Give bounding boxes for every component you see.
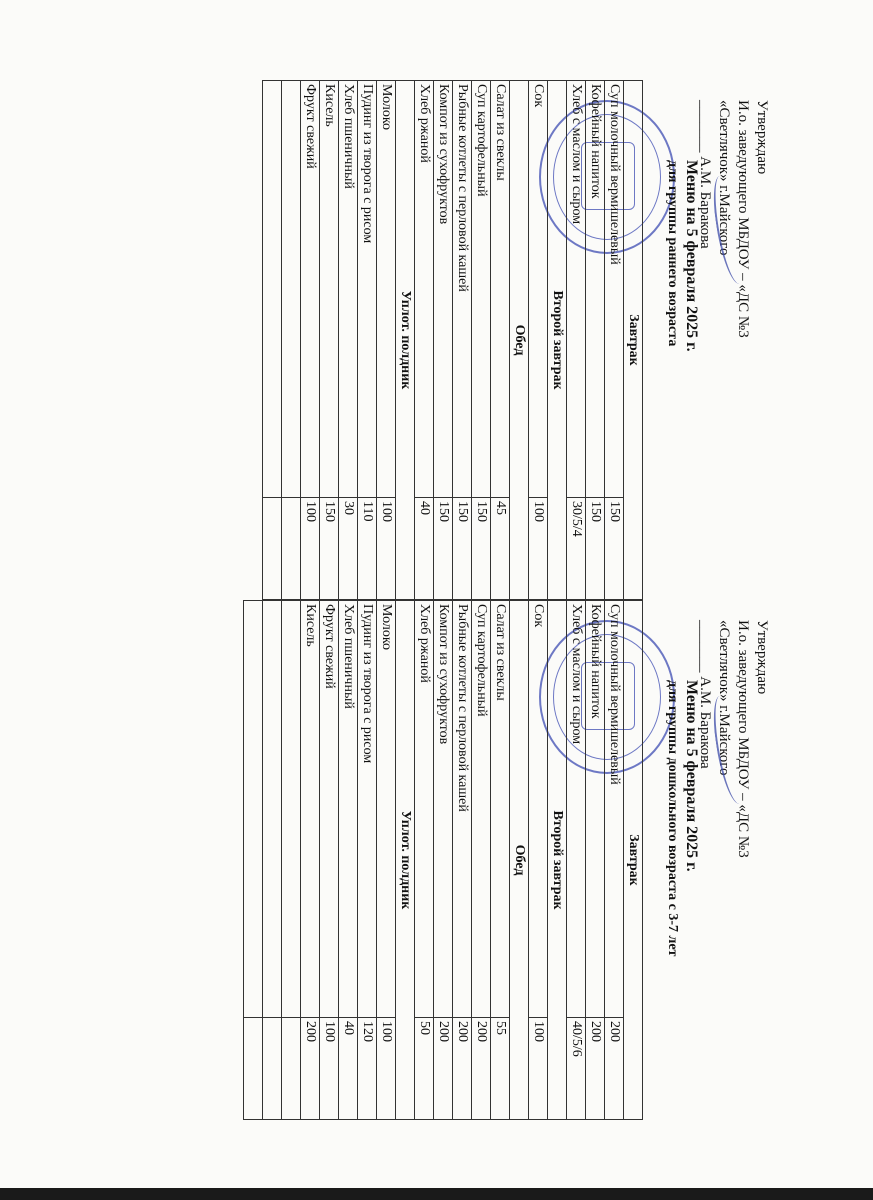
portion-size: 100 <box>529 1018 548 1120</box>
menu-item-row <box>377 601 396 1120</box>
portion-size <box>282 1018 301 1120</box>
portion-size: 100 <box>377 1018 396 1120</box>
meal-section-label: Обед <box>510 81 529 600</box>
dish-name: Компот из сухофруктов <box>434 601 453 1018</box>
dish-name: Молоко <box>377 81 396 498</box>
meal-section-label: Второй завтрак <box>548 81 567 600</box>
portion-size <box>282 498 301 600</box>
menu-item-row <box>472 601 491 1120</box>
meal-section-row <box>624 81 643 600</box>
menu-table <box>243 600 643 1120</box>
dish-name: Суп молочный вермишелевый <box>605 601 624 1018</box>
menu-item-row <box>434 601 453 1120</box>
menu-item-row <box>529 601 548 1120</box>
portion-size <box>263 498 282 600</box>
meal-section-row <box>624 601 643 1120</box>
dish-name: Хлеб с маслом и сыром <box>567 81 586 498</box>
meal-section-row <box>510 81 529 600</box>
portion-size: 150 <box>472 498 491 600</box>
dish-name: Салат из свеклы <box>491 81 510 498</box>
portion-size <box>263 1018 282 1120</box>
dish-name: Компот из сухофруктов <box>434 81 453 498</box>
dish-name <box>263 601 282 1018</box>
portion-size: 200 <box>434 1018 453 1120</box>
menu-item-row <box>282 601 301 1120</box>
dish-name: Сок <box>529 81 548 498</box>
menu-subtitle: для группы раннего возраста <box>665 160 680 347</box>
menu-item-row <box>491 81 510 600</box>
menu-item-row <box>358 601 377 1120</box>
menu-item-row <box>567 81 586 600</box>
portion-size: 30/5/4 <box>567 498 586 600</box>
menu-item-row <box>472 81 491 600</box>
dish-name: Пудинг из творога с рисом <box>358 601 377 1018</box>
menu-item-row <box>415 601 434 1120</box>
menu-item-row <box>301 601 320 1120</box>
menu-item-row <box>605 601 624 1120</box>
dish-name <box>263 81 282 498</box>
menu-document-early-age <box>0 80 873 600</box>
menu-item-row <box>434 81 453 600</box>
portion-size: 55 <box>491 1018 510 1120</box>
dish-name: Кофейный напиток <box>586 81 605 498</box>
approval-line: _______ А.М. Баракова <box>697 100 713 249</box>
portion-size: 50 <box>415 1018 434 1120</box>
menu-title: Меню на 5 февраля 2025 г. <box>683 160 700 352</box>
dish-name: Хлеб пшеничный <box>339 601 358 1018</box>
portion-size: 200 <box>472 1018 491 1120</box>
approval-line: «Светлячок» г.Майского <box>716 620 732 776</box>
meal-section-row <box>548 601 567 1120</box>
scanner-edge <box>0 1188 873 1200</box>
portion-size: 150 <box>605 498 624 600</box>
menu-subtitle: для группы дошкольного возраста с 3-7 лет <box>665 680 680 957</box>
portion-size: 150 <box>320 498 339 600</box>
meal-section-label: Обед <box>510 601 529 1120</box>
portion-size: 40 <box>339 1018 358 1120</box>
dish-name: Фрукт свежий <box>301 81 320 498</box>
portion-size: 100 <box>320 1018 339 1120</box>
portion-size: 110 <box>358 498 377 600</box>
menu-item-row <box>339 81 358 600</box>
menu-item-row <box>282 81 301 600</box>
portion-size: 30 <box>339 498 358 600</box>
menu-item-row <box>453 601 472 1120</box>
dish-name: Молоко <box>377 601 396 1018</box>
menu-item-row <box>586 601 605 1120</box>
menu-item-row <box>453 81 472 600</box>
portion-size: 150 <box>586 498 605 600</box>
dish-name: Рыбные котлеты с перловой кашей <box>453 601 472 1018</box>
dish-name <box>244 601 263 1018</box>
menu-title: Меню на 5 февраля 2025 г. <box>683 680 700 872</box>
dish-name: Суп картофельный <box>472 601 491 1018</box>
portion-size: 150 <box>453 498 472 600</box>
menu-item-row <box>301 81 320 600</box>
portion-size: 40/5/6 <box>567 1018 586 1120</box>
menu-item-row <box>263 81 282 600</box>
portion-size <box>244 1018 263 1120</box>
portion-size: 45 <box>491 498 510 600</box>
dish-name <box>282 601 301 1018</box>
portion-size: 200 <box>605 1018 624 1120</box>
dish-name: Рыбные котлеты с перловой кашей <box>453 81 472 498</box>
approval-line: Утверждаю <box>754 100 770 175</box>
meal-section-label: Уплот. полдник <box>396 601 415 1120</box>
meal-section-row <box>396 81 415 600</box>
menu-item-row <box>377 81 396 600</box>
meal-section-row <box>396 601 415 1120</box>
dish-name: Кофейный напиток <box>586 601 605 1018</box>
portion-size: 100 <box>529 498 548 600</box>
meal-section-row <box>548 81 567 600</box>
portion-size: 150 <box>434 498 453 600</box>
menu-item-row <box>529 81 548 600</box>
dish-name: Пудинг из творога с рисом <box>358 81 377 498</box>
menu-item-row <box>415 81 434 600</box>
approval-line: И.о. заведующего МБДОУ – «ДС №3 <box>735 620 751 858</box>
approval-line: И.о. заведующего МБДОУ – «ДС №3 <box>735 100 751 338</box>
menu-item-row <box>605 81 624 600</box>
dish-name: Суп картофельный <box>472 81 491 498</box>
portion-size: 100 <box>301 498 320 600</box>
dish-name: Кисель <box>320 81 339 498</box>
menu-item-row <box>567 601 586 1120</box>
dish-name: Фрукт свежий <box>320 601 339 1018</box>
dish-name: Сок <box>529 601 548 1018</box>
portion-size: 100 <box>377 498 396 600</box>
approval-line: _______ А.М. Баракова <box>697 620 713 769</box>
meal-section-label: Второй завтрак <box>548 601 567 1120</box>
dish-name: Салат из свеклы <box>491 601 510 1018</box>
dish-name: Хлеб ржаной <box>415 601 434 1018</box>
meal-section-label: Уплот. полдник <box>396 81 415 600</box>
portion-size: 200 <box>301 1018 320 1120</box>
menu-item-row <box>320 601 339 1120</box>
dish-name <box>282 81 301 498</box>
portion-size: 120 <box>358 1018 377 1120</box>
dish-name: Хлеб ржаной <box>415 81 434 498</box>
menu-item-row <box>339 601 358 1120</box>
menu-item-row <box>320 81 339 600</box>
dish-name: Кисель <box>301 601 320 1018</box>
menu-item-row <box>244 601 263 1120</box>
dish-name: Хлеб с маслом и сыром <box>567 601 586 1018</box>
meal-section-label: Завтрак <box>624 601 643 1120</box>
portion-size: 40 <box>415 498 434 600</box>
menu-document-preschool <box>0 600 873 1120</box>
meal-section-label: Завтрак <box>624 81 643 600</box>
menu-table <box>262 80 643 600</box>
menu-item-row <box>586 81 605 600</box>
dish-name: Суп молочный вермишелевый <box>605 81 624 498</box>
portion-size: 200 <box>586 1018 605 1120</box>
menu-item-row <box>358 81 377 600</box>
portion-size: 200 <box>453 1018 472 1120</box>
dish-name: Хлеб пшеничный <box>339 81 358 498</box>
approval-line: Утверждаю <box>754 620 770 695</box>
menu-item-row <box>263 601 282 1120</box>
approval-line: «Светлячок» г.Майского <box>716 100 732 256</box>
meal-section-row <box>510 601 529 1120</box>
menu-item-row <box>491 601 510 1120</box>
